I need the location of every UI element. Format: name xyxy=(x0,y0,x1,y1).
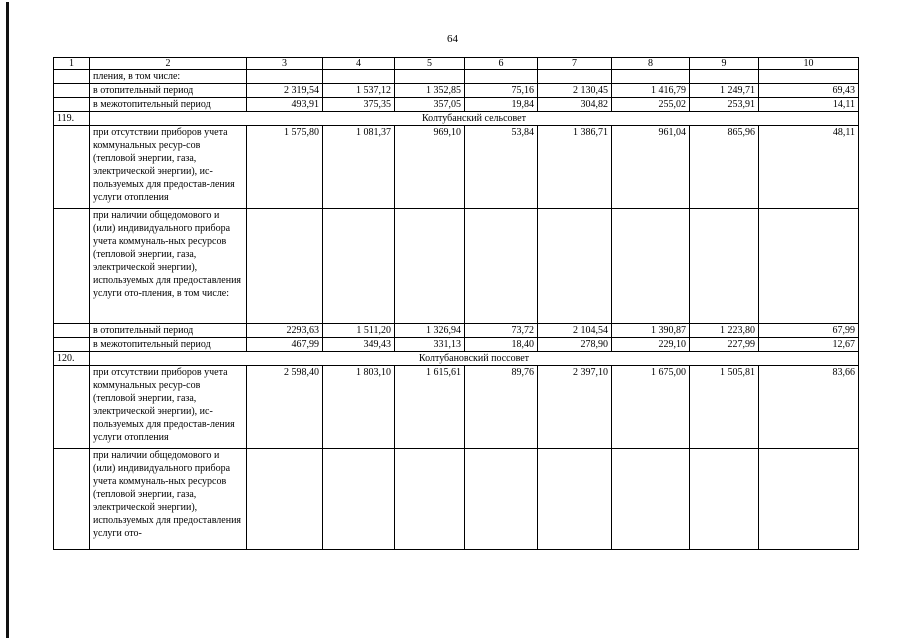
row-description: в отопительный период xyxy=(90,84,247,98)
table-row xyxy=(54,98,859,112)
value-cell xyxy=(538,209,612,324)
value-cell: 14,11 xyxy=(759,98,859,112)
value-cell: 83,66 xyxy=(759,366,859,449)
section-title: Колтубановский поссовет xyxy=(90,352,859,366)
value-cell: 1 505,81 xyxy=(690,366,759,449)
header-row xyxy=(54,58,859,70)
row-number: 120. xyxy=(54,352,90,366)
value-cell: 48,11 xyxy=(759,126,859,209)
value-cell xyxy=(612,449,690,550)
row-number xyxy=(54,324,90,338)
table-row xyxy=(54,70,859,84)
value-cell: 1 386,71 xyxy=(538,126,612,209)
value-cell xyxy=(759,449,859,550)
value-cell: 73,72 xyxy=(465,324,538,338)
column-header: 6 xyxy=(465,58,538,70)
value-cell xyxy=(465,449,538,550)
value-cell: 1 416,79 xyxy=(612,84,690,98)
value-cell: 1 675,00 xyxy=(612,366,690,449)
value-cell: 67,99 xyxy=(759,324,859,338)
value-cell xyxy=(247,449,323,550)
row-description: в отопительный период xyxy=(90,324,247,338)
value-cell: 331,13 xyxy=(395,338,465,352)
row-description: при отсутствии приборов учета коммунальных ресур-сов (тепловой энергии, газа, электрической энергии), ис-пользуемых для предостав-ления услуги отопления xyxy=(90,366,247,449)
column-header: 10 xyxy=(759,58,859,70)
table-row xyxy=(54,449,859,550)
value-cell: 89,76 xyxy=(465,366,538,449)
row-description: при наличии общедомового и (или) индивидуального прибора учета коммуналь-ных ресурсов (тепловой энергии, газа, электрической энергии), используемых для предоставления услуги ото-пления, в том числе: xyxy=(90,209,247,324)
table-body xyxy=(54,58,859,550)
value-cell: 1 326,94 xyxy=(395,324,465,338)
section-row xyxy=(54,352,859,366)
value-cell: 961,04 xyxy=(612,126,690,209)
table-row xyxy=(54,84,859,98)
value-cell xyxy=(612,209,690,324)
row-description: в межотопительный период xyxy=(90,98,247,112)
value-cell xyxy=(323,449,395,550)
value-cell xyxy=(690,209,759,324)
value-cell: 2 319,54 xyxy=(247,84,323,98)
section-title: Колтубанский сельсовет xyxy=(90,112,859,126)
column-header: 3 xyxy=(247,58,323,70)
value-cell: 1 615,61 xyxy=(395,366,465,449)
value-cell: 357,05 xyxy=(395,98,465,112)
value-cell xyxy=(465,209,538,324)
column-header: 5 xyxy=(395,58,465,70)
section-row xyxy=(54,112,859,126)
row-description: при отсутствии приборов учета коммунальных ресур-сов (тепловой энергии, газа, электрической энергии), ис-пользуемых для предостав-ления услуги отопления xyxy=(90,126,247,209)
row-number xyxy=(54,366,90,449)
value-cell: 2 130,45 xyxy=(538,84,612,98)
value-cell: 227,99 xyxy=(690,338,759,352)
value-cell xyxy=(395,70,465,84)
value-cell xyxy=(247,209,323,324)
value-cell: 1 081,37 xyxy=(323,126,395,209)
table-row xyxy=(54,209,859,324)
value-cell: 278,90 xyxy=(538,338,612,352)
value-cell: 1 575,80 xyxy=(247,126,323,209)
value-cell: 349,43 xyxy=(323,338,395,352)
value-cell: 53,84 xyxy=(465,126,538,209)
value-cell: 1 249,71 xyxy=(690,84,759,98)
row-number xyxy=(54,98,90,112)
value-cell xyxy=(759,70,859,84)
value-cell: 12,67 xyxy=(759,338,859,352)
value-cell xyxy=(612,70,690,84)
value-cell: 1 223,80 xyxy=(690,324,759,338)
value-cell: 18,40 xyxy=(465,338,538,352)
row-number xyxy=(54,84,90,98)
value-cell: 865,96 xyxy=(690,126,759,209)
value-cell xyxy=(323,209,395,324)
value-cell: 2 397,10 xyxy=(538,366,612,449)
table-row xyxy=(54,126,859,209)
value-cell: 467,99 xyxy=(247,338,323,352)
row-number xyxy=(54,70,90,84)
value-cell xyxy=(395,449,465,550)
value-cell: 253,91 xyxy=(690,98,759,112)
value-cell xyxy=(759,209,859,324)
value-cell: 1 511,20 xyxy=(323,324,395,338)
value-cell: 2 104,54 xyxy=(538,324,612,338)
value-cell: 255,02 xyxy=(612,98,690,112)
value-cell: 969,10 xyxy=(395,126,465,209)
scan-edge-bar xyxy=(6,2,9,638)
row-description: пления, в том числе: xyxy=(90,70,247,84)
value-cell: 1 537,12 xyxy=(323,84,395,98)
value-cell xyxy=(247,70,323,84)
column-header: 8 xyxy=(612,58,690,70)
column-header: 2 xyxy=(90,58,247,70)
value-cell: 304,82 xyxy=(538,98,612,112)
value-cell: 2293,63 xyxy=(247,324,323,338)
value-cell: 75,16 xyxy=(465,84,538,98)
row-number xyxy=(54,126,90,209)
value-cell xyxy=(690,70,759,84)
row-number xyxy=(54,209,90,324)
tariff-table xyxy=(53,57,859,550)
value-cell xyxy=(465,70,538,84)
row-number xyxy=(54,449,90,550)
column-header: 1 xyxy=(54,58,90,70)
row-description: при наличии общедомового и (или) индивидуального прибора учета коммуналь-ных ресурсов (тепловой энергии, газа, электрической энергии), используемых для предоставления услуги ото- xyxy=(90,449,247,550)
column-header: 4 xyxy=(323,58,395,70)
value-cell: 69,43 xyxy=(759,84,859,98)
value-cell xyxy=(395,209,465,324)
column-header: 7 xyxy=(538,58,612,70)
value-cell: 2 598,40 xyxy=(247,366,323,449)
value-cell: 229,10 xyxy=(612,338,690,352)
value-cell: 375,35 xyxy=(323,98,395,112)
column-header: 9 xyxy=(690,58,759,70)
value-cell: 1 352,85 xyxy=(395,84,465,98)
value-cell: 1 803,10 xyxy=(323,366,395,449)
page-number: 64 xyxy=(447,33,458,45)
value-cell: 19,84 xyxy=(465,98,538,112)
table-row xyxy=(54,324,859,338)
table-row xyxy=(54,338,859,352)
table-row xyxy=(54,366,859,449)
value-cell xyxy=(690,449,759,550)
value-cell xyxy=(538,70,612,84)
value-cell: 1 390,87 xyxy=(612,324,690,338)
row-description: в межотопительный период xyxy=(90,338,247,352)
row-number: 119. xyxy=(54,112,90,126)
row-number xyxy=(54,338,90,352)
value-cell: 493,91 xyxy=(247,98,323,112)
value-cell xyxy=(538,449,612,550)
value-cell xyxy=(323,70,395,84)
